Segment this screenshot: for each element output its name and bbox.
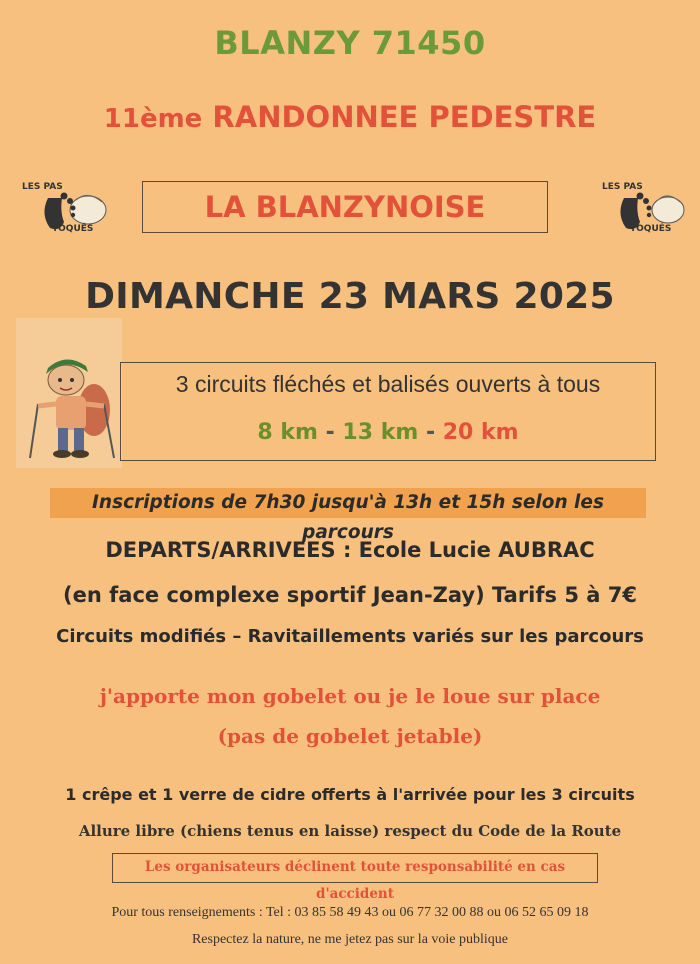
event-edition-title [0, 100, 700, 134]
circuits-title: 3 circuits fléchés et balisés ouverts à tous [175, 371, 601, 397]
event-name-box: LA BLANZYNOISE [142, 181, 548, 233]
circuits-box [120, 362, 656, 461]
logo-text-bottom: TOQUÉS [630, 224, 672, 234]
hiker-illustration [16, 318, 122, 468]
logo-text-bottom: TOQUÉS [52, 224, 94, 234]
respect-nature-note: Respectez la nature, ne me jetez pas sur la voie publique [191, 932, 509, 947]
disclaimer-box: Les organisateurs déclinent toute responsabilité en cas d'accident [112, 853, 598, 883]
gobelet-line-2: (pas de gobelet jetable) [217, 724, 483, 748]
les-pas-toques-logo-left [18, 178, 108, 240]
les-pas-toques-logo-right [598, 178, 688, 240]
edition-title: RANDONNEE PEDESTRE [212, 100, 597, 134]
distance-separator: - [425, 420, 436, 445]
city-title: BLANZY 71450 [214, 24, 486, 62]
circuit-distances [121, 420, 655, 445]
crepe-offer: 1 crêpe et 1 verre de cidre offerts à l'arrivée pour les 3 circuits [65, 785, 635, 804]
logo-text-top: LES PAS [22, 182, 63, 192]
distance-8km: 8 km [257, 420, 318, 445]
edition-number: 11ème [103, 104, 203, 134]
event-date: DIMANCHE 23 MARS 2025 [85, 276, 615, 317]
contact-info: Pour tous renseignements : Tel : 03 85 58 49 43 ou 06 77 32 00 88 ou 06 52 65 09 18 [111, 905, 589, 920]
distance-separator: - [325, 420, 335, 445]
inscriptions-banner: Inscriptions de 7h30 jusqu'à 13h et 15h selon les parcours [50, 488, 646, 518]
departs-text: DEPARTS/ARRIVEES : Ecole Lucie AUBRAC [105, 538, 595, 562]
circuits-note: Circuits modifiés – Ravitaillements variés sur les parcours [56, 626, 644, 647]
distance-20km: 20 km [442, 420, 519, 445]
allure-text: Allure libre (chiens tenus en laisse) respect du Code de la Route [78, 822, 622, 840]
location-tarifs-text: (en face complexe sportif Jean-Zay) Tarifs 5 à 7€ [63, 583, 637, 607]
gobelet-line-1: j'apporte mon gobelet ou je le loue sur place [99, 684, 601, 708]
logo-text-top: LES PAS [602, 182, 643, 192]
hiker-icon [16, 318, 122, 468]
distance-13km: 13 km [342, 420, 419, 445]
